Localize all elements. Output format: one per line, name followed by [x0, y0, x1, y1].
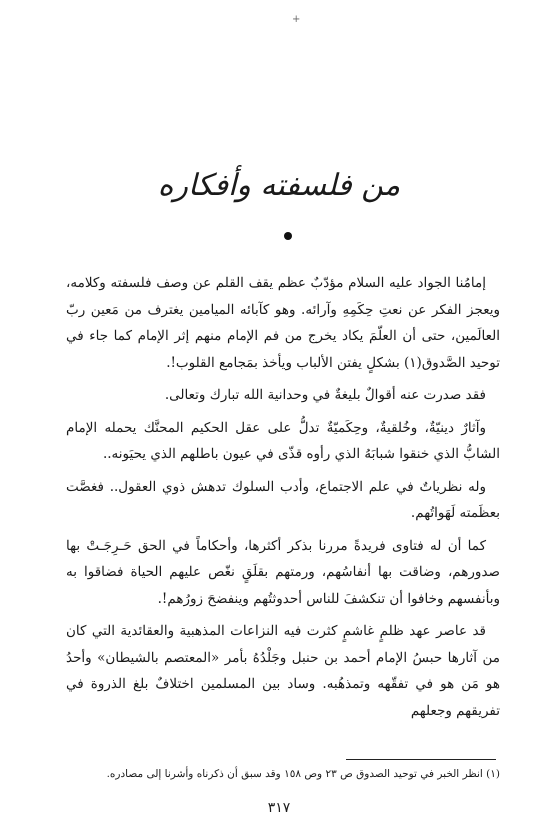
ornament-dot: [284, 232, 292, 240]
top-mark: +: [292, 14, 301, 25]
paragraph: كما أن له فتاوى فريدةً مررنا بذكر أكثرها، وأحكاماً في الحق حَـرِجَـتْ بها صدورهم، وضاقت بها أنفاسُهم، ورمتهم بقلَقٍ نغّص عليهم الحياة فضاقوا به وبأنفسهم وخافوا أن تنكشفَ للناس أحدوثتُهم وينفضحَ زورُهم!.: [66, 537, 500, 607]
page-number: ٣١٧: [267, 800, 291, 816]
paragraph: وله نظرياتٌ في علم الاجتماع، وأدب السلوك تدهش ذوي العقول.. فغصَّت بعظَمته لَهَواتُهم.: [66, 478, 500, 521]
paragraph: فقد صدرت عنه أقوالٌ بليغةٌ في وحدانية الله تبارك وتعالى.: [164, 387, 486, 403]
body-text: [66, 270, 500, 730]
paragraph: قد عاصر عهد ظلمٍ غاشمٍ كثرت فيه النزاعات المذهبية والعقائدية التي كان من آثارها حبسُ الإمام أحمد بن حنبل وجَلْدُهُ بأمر «المعتصم بالشيطان» وأحدُ هو مَن هو في تفقّهه وتمذهُبه. وساد بين المسلمين اختلافٌ بلغ الذروة في تفريقهم وجعلهم: [66, 623, 500, 719]
footnote: (١) انظر الخبر في توحيد الصدوق ص ٢٣ وص ١٥٨ وقد سبق أن ذكرناه وأشرنا إلى مصادره.: [106, 768, 500, 780]
paragraph: إمامُنا الجواد عليه السلام مؤدّبٌ عظم يقف القلم عن وصف فلسفته وكلامه، ويعجز الفكر عن نعتِ حِكَمِهِ وآرائه. وهو كآبائه الميامين يغترف من مَعين ربّ العالَمين، حتى أن العلّمَ يكاد يخرج من فم الإمام منهم إثر الإمام كما جاء في توحيد الصَّدوق(١) بشكلٍ يفتن الألباب ويأخذ بمَجامع القلوب!.: [66, 275, 500, 371]
paragraph: وآثارٌ دينيّةٌ، وخُلقيةٌ، وحِكَميّةٌ تدلُّ على عقل الحكيم المحنَّك يحمله الإمام الشابُّ الذي خنقوا شبابَهُ الذي رأوه قذّى في عيون باطلهم الذي يحيَونه..: [66, 419, 500, 462]
chapter-title: من فلسفته وأفكاره: [157, 168, 401, 203]
footnote-rule: [346, 759, 496, 760]
